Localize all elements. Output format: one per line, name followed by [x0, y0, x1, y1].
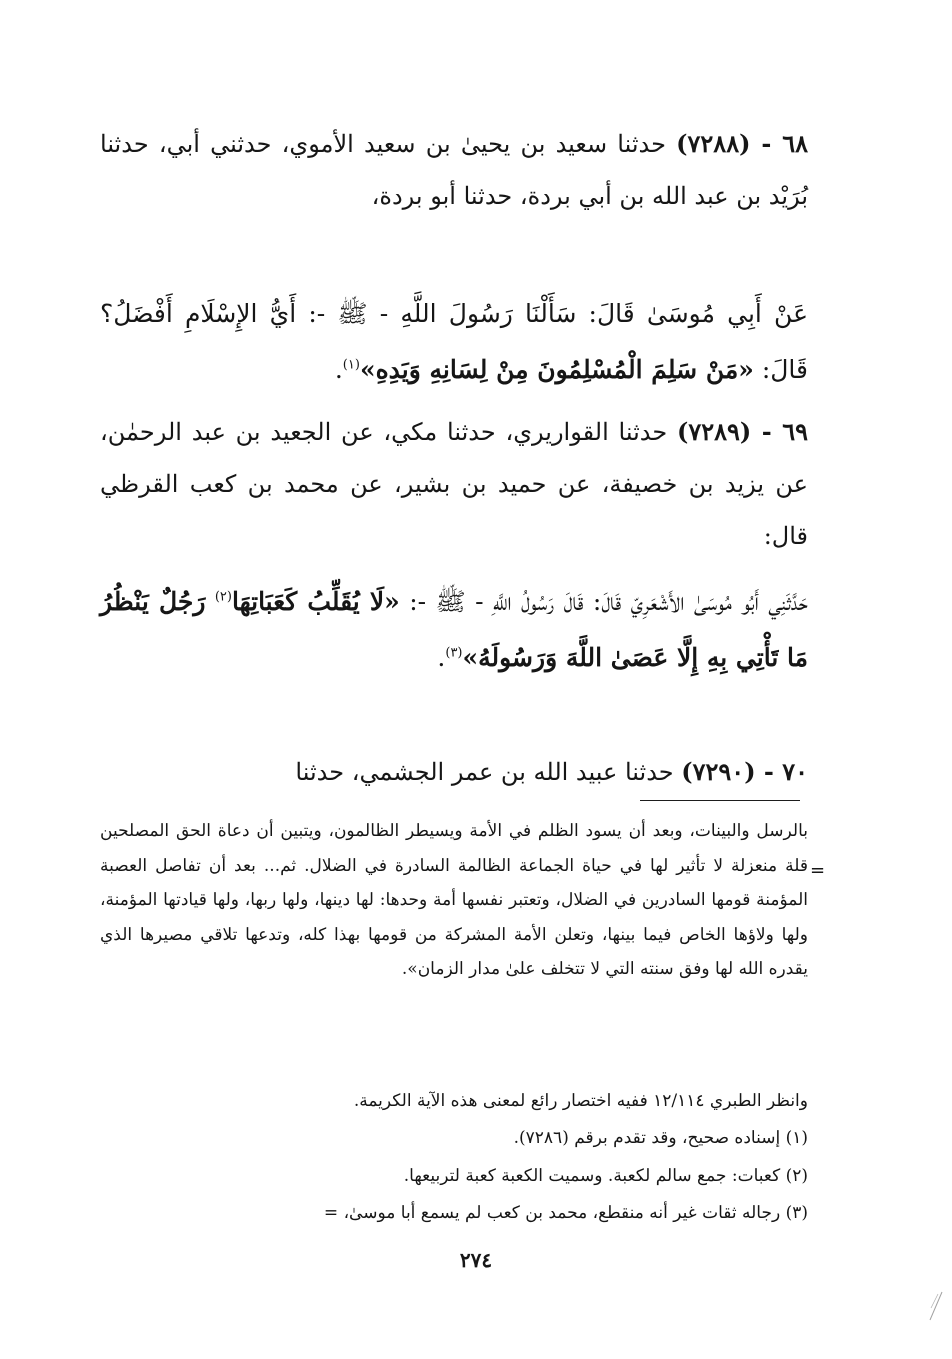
- footnote-ref-1: (١): [342, 357, 360, 373]
- hadith-68-matn-quote: «مَنْ سَلِمَ الْمُسْلِمُونَ مِنْ لِسَانِهِ وَيَدِهِ»: [359, 355, 754, 384]
- hadith-68-end: .: [334, 355, 343, 384]
- footnote-ref-3: (٣): [445, 645, 463, 661]
- footnote-separator: [640, 800, 800, 801]
- footnote-3-text: (٣) رجاله ثقات غير أنه منقطع، محمد بن كعب لم يسمع أبا موسىٰ، =: [323, 1203, 808, 1223]
- hadith-69-number: ٦٩ - (٧٢٨٩): [676, 417, 808, 446]
- continuation-mark: =: [810, 860, 826, 881]
- footnote-2: [100, 1159, 808, 1194]
- hadith-70-isnad: [100, 746, 808, 798]
- footnote-1: [100, 1121, 808, 1156]
- footnote-1-text: (١) إسناده صحيح، وقد تقدم برقم (٧٢٨٦).: [513, 1128, 808, 1148]
- hadith-69-matn-quote-1: «لَا يُقَلِّبُ كَعَبَاتِهَا: [231, 587, 400, 616]
- scan-mark-icon: [928, 1290, 944, 1322]
- page-number: ٢٧٤: [459, 1248, 493, 1272]
- hadith-69-isnad-text: حدثنا القواريري، حدثنا مكي، عن الجعيد بن عبد الرحمٰن، عن يزيد بن خصيفة، عن حميد بن بشير، عن محمد بن كعب القرظي قال:: [100, 418, 808, 550]
- footnote-continued-text: بالرسل والبينات، وبعد أن يسود الظلم في الأمة ويسيطر الظالمون، ويتبين أن دعاة الحق المصلحين قلة منعزلة لا تأثير لها في حياة الجماعة الظالمة السادرة في الضلال. ثم... بعد أن تفاصل العصبة المؤمنة قومها السادرين في الضلال، وتعتبر نفسها أمة وحدها: لها دينها، ولها ربها، ولها قيادتها المؤمنة، ولها ولاؤها الخاص فيما بينها، وتعلن الأمة المشركة من قومها بهذا كله، وتدعها تلاقي مصيرها الذي يقدره الله لها وفق سنته التي لا تتخلف علىٰ مدار الزمان».: [100, 821, 808, 979]
- hadith-69-isnad: [100, 406, 808, 562]
- footnote-2-text: (٢) كعبات: جمع سالم لكعبة. وسميت الكعبة كعبة لتربيعها.: [403, 1166, 808, 1186]
- hadith-68-isnad: [100, 118, 808, 222]
- hadith-68-isnad-text: حدثنا سعيد بن يحيىٰ بن سعيد الأموي، حدثني أبي، حدثنا بُرَيْد بن عبد الله بن أبي بردة، حدثنا أبو بردة،: [100, 130, 808, 210]
- hadith-69-end: .: [437, 643, 446, 672]
- hadith-68-matn: [100, 286, 808, 398]
- hadith-68-matn-intro: عَنْ أَبِي مُوسَىٰ قَالَ: سَأَلْنَا رَسُولَ اللَّهِ - ﷺ -: أَيُّ الإِسْلَامِ أَفْضَلُ؟ قَالَ:: [100, 299, 808, 384]
- footnote-3: [100, 1196, 808, 1231]
- hadith-68-number: ٦٨ - (٧٢٨٨): [676, 129, 808, 158]
- hadith-69-matn-intro: حَدَّثَنِي أَبُو مُوسَىٰ الأَشْعَرِيّ قَالَ: قَالَ رَسُولُ اللَّهِ - ﷺ -:: [409, 587, 809, 616]
- hadith-70-number: ٧٠ - (٧٢٩٠): [681, 757, 808, 786]
- footnote-ref-2: (٢): [214, 589, 232, 605]
- footnote-tabari-text: وانظر الطبري ١٢/١١٤ ففيه اختصار رائع لمعنى هذه الآية الكريمة.: [353, 1091, 808, 1111]
- footnote-tabari: [100, 1084, 808, 1119]
- hadith-69-matn: [100, 574, 808, 686]
- hadith-70-isnad-text: حدثنا عبيد الله بن عمر الجشمي، حدثنا: [295, 758, 674, 786]
- hadith-69-matn-quote-2: رَجُلٌ يَنْظُرُ مَا تَأْتِي بِهِ إِلَّا عَصَىٰ اللَّهَ وَرَسُولَهُ»: [100, 587, 808, 672]
- footnote-continued: [100, 814, 808, 987]
